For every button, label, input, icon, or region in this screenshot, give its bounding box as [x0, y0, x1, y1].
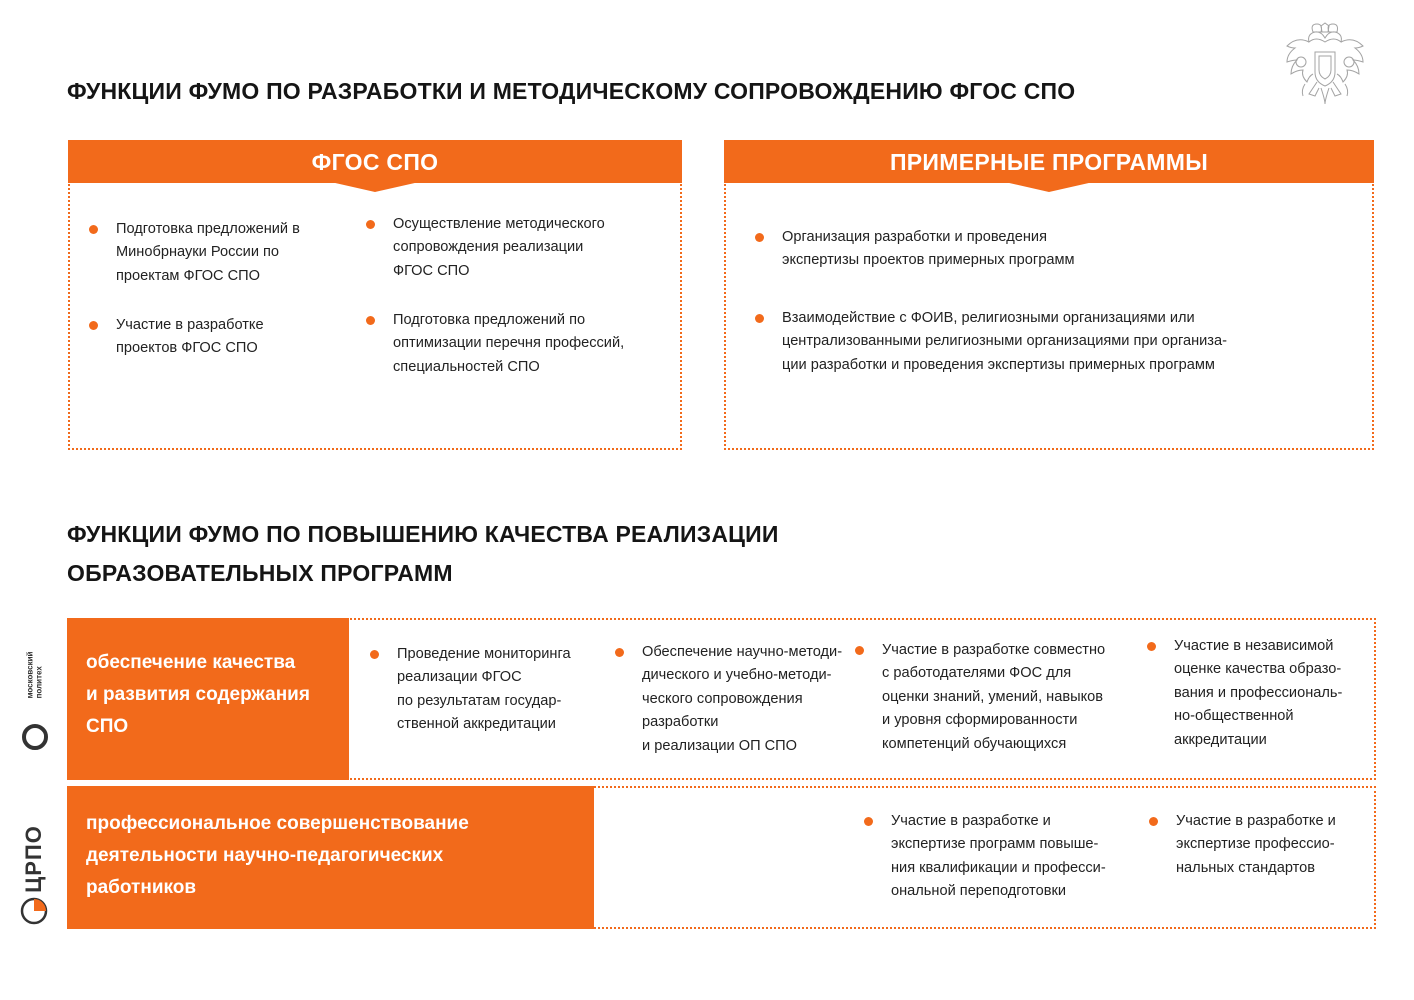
mospolytech-logo-icon: [22, 724, 48, 750]
bullet-dot-icon: [755, 233, 764, 242]
mospolytech-logo-text: московский политех: [25, 651, 43, 699]
bullet-dot-icon: [1147, 642, 1156, 651]
list-item: Осуществление методического сопровождения реализации ФГОС СПО: [393, 213, 605, 283]
bullet-dot-icon: [89, 321, 98, 330]
quality-band-label: обеспечение качества и развития содержания СПО: [67, 618, 349, 780]
programs-panel-title: ПРИМЕРНЫЕ ПРОГРАММЫ: [889, 149, 1209, 175]
list-item: Участие в разработке проектов ФГОС СПО: [116, 314, 264, 361]
bullet-dot-icon: [370, 650, 379, 659]
list-item: Участие в разработке и экспертизе профессио- нальных стандартов: [1176, 810, 1336, 880]
bullet-dot-icon: [755, 314, 764, 323]
crpo-logo-icon: [20, 897, 48, 925]
list-item: Проведение мониторинга реализации ФГОС по результатам государ- ственной аккредитации: [397, 643, 571, 737]
list-item: Взаимодействие с ФОИВ, религиозными организациями или централизованными религиозными организациями при организа- ции разработки и проведения экспертизы примерных программ: [782, 307, 1227, 377]
bullet-dot-icon: [615, 648, 624, 657]
fgos-panel-header: [68, 140, 682, 192]
staff-band: [67, 786, 1376, 929]
list-item: Подготовка предложений в Минобрнауки России по проектам ФГОС СПО: [116, 218, 300, 288]
section1-title: ФУНКЦИИ ФУМО ПО РАЗРАБОТКИ И МЕТОДИЧЕСКОМУ СОПРОВОЖДЕНИЮ ФГОС СПО: [67, 78, 1076, 104]
list-item: Участие в разработке и экспертизе программ повыше- ния квалификации и професси- ональной переподготовки: [891, 810, 1106, 904]
list-item: Подготовка предложений по оптимизации перечня профессий, специальностей СПО: [393, 309, 624, 379]
bullet-dot-icon: [366, 316, 375, 325]
list-item: Обеспечение научно-методи- дического и учебно-методи- ческого сопровождения разработки и реализации ОП СПО: [642, 641, 842, 758]
bullet-dot-icon: [89, 225, 98, 234]
fgos-panel-title: ФГОС СПО: [311, 149, 439, 175]
bullet-dot-icon: [1149, 817, 1158, 826]
bullet-dot-icon: [855, 646, 864, 655]
coat-of-arms-icon: [1283, 22, 1367, 108]
crpo-logo: [14, 825, 54, 927]
list-item: Участие в независимой оценке качества образо- вания и профессиональ- но-общественной аккредитации: [1174, 635, 1342, 752]
section2-title: ФУНКЦИИ ФУМО ПО ПОВЫШЕНИЮ КАЧЕСТВА РЕАЛИЗАЦИИ ОБРАЗОВАТЕЛЬНЫХ ПРОГРАММ: [67, 521, 779, 586]
bullet-dot-icon: [864, 817, 873, 826]
bullet-dot-icon: [366, 220, 375, 229]
list-item: Организация разработки и проведения экспертизы проектов примерных программ: [782, 226, 1075, 273]
programs-panel: [724, 140, 1374, 450]
fgos-panel: [68, 140, 682, 450]
crpo-logo-text: ЦРПО: [21, 825, 47, 893]
list-item: Участие в разработке совместно с работодателями ФОС для оценки знаний, умений, навыков и уровня сформированности компетенций обучающихся: [882, 639, 1105, 756]
quality-band: [67, 618, 1376, 780]
programs-panel-header: [724, 140, 1374, 192]
staff-band-label: профессиональное совершенствование деятельности научно-педагогических работников: [67, 786, 594, 929]
mospolytech-logo: [14, 640, 54, 755]
